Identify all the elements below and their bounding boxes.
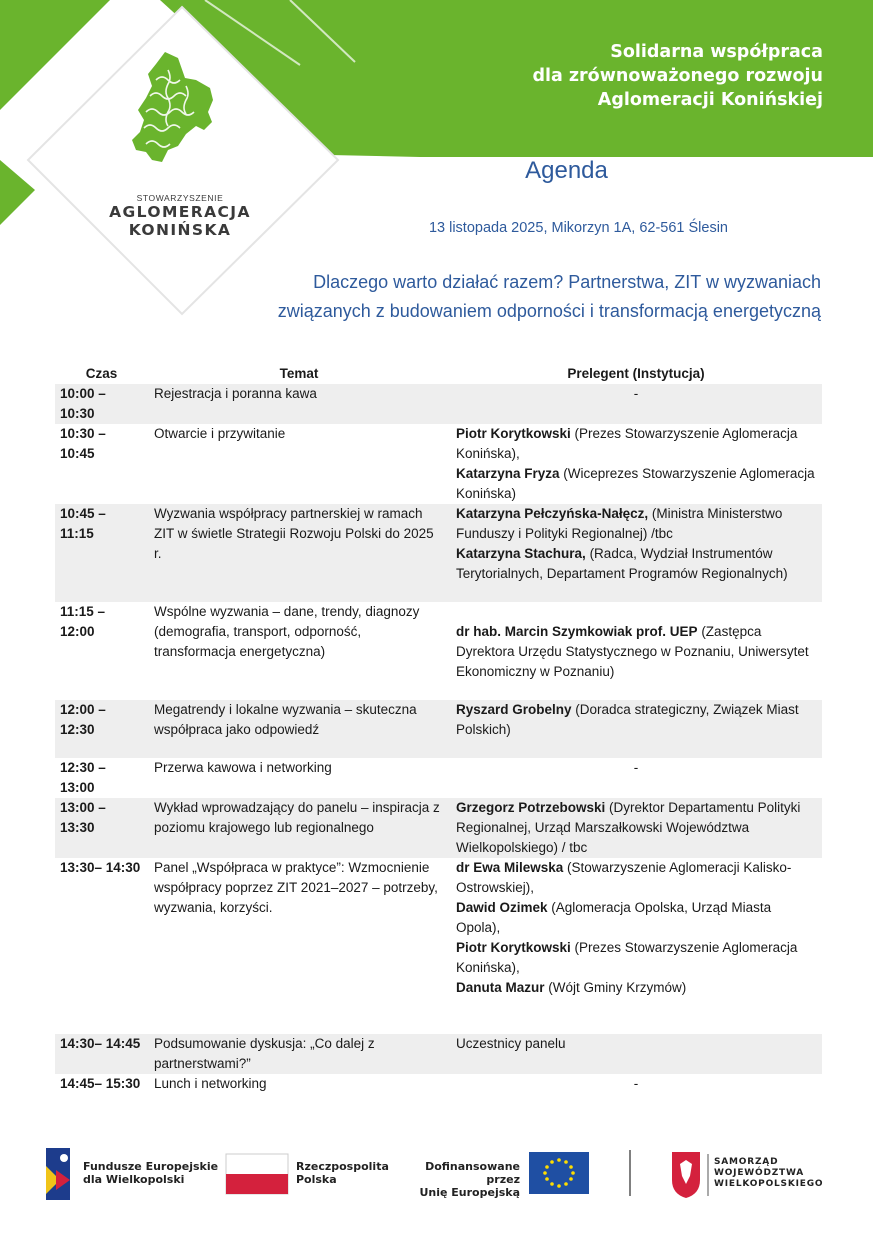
row-time: 12:30 – 13:00 [60, 760, 106, 795]
row-topic: Rejestracja i poranna kawa [148, 384, 450, 424]
table-row [55, 424, 822, 504]
speaker-name: Dawid Ozimek [456, 900, 548, 915]
rp-line-1: Rzeczpospolita [296, 1160, 389, 1173]
rp-line-2: Polska [296, 1173, 337, 1186]
logo-line-1: AGLOMERACJA [109, 203, 251, 221]
logo-small-text: STOWARZYSZENIE [136, 193, 224, 203]
row-time: 14:45– 15:30 [60, 1076, 141, 1091]
speaker-name: dr hab. Marcin Szymkowiak prof. UEP [456, 624, 698, 639]
topic-line-2: związanych z budowaniem odporności i transformacją energetyczną [277, 301, 821, 321]
samorzad-logo-text [714, 1157, 823, 1190]
topic-detail: (demografia, transport, odporność, transformacja energetyczna) [154, 624, 362, 659]
page-title: Agenda [525, 157, 608, 184]
speaker-institution: (Wójt Gminy Krzymów) [544, 980, 687, 995]
speaker-institution: (Prezes Stowarzyszenie Aglomeracja Konińska), [456, 426, 798, 461]
table-row [55, 1074, 822, 1114]
speaker-institution: (Dyrektor Departamentu Polityki Regionalnej, Urząd Marszałkowski Województwa Wielkopolskiego) / tbc [456, 800, 801, 855]
footer-logos [40, 1140, 840, 1210]
header-line-2: dla zrównoważonego rozwoju [532, 66, 823, 86]
eu-flag-icon [529, 1152, 589, 1194]
coat-of-arms-icon [672, 1152, 700, 1198]
header-line-3: Aglomeracji Konińskiej [597, 90, 823, 110]
row-speaker: - [633, 1076, 639, 1091]
speaker-name: Piotr Korytkowski [456, 426, 571, 441]
row-topic: Podsumowanie dyskusja: „Co dalej z partnerstwami?” [148, 1034, 450, 1074]
row-topic [148, 602, 450, 700]
speaker-institution: (Ministra Ministerstwo Funduszy i Polityki Regionalnej) /tbc [456, 506, 783, 541]
row-topic: Otwarcie i przywitanie [154, 426, 286, 441]
speaker-institution: (Aglomeracja Opolska, Urząd Miasta Opola), [456, 900, 772, 935]
fe-line-2: dla Wielkopolski [83, 1173, 185, 1186]
row-topic: Wyzwania współpracy partnerskiej w ramach ZIT w świetle Strategii Rozwoju Polski do 2025 r. [148, 504, 450, 602]
speaker-name: Katarzyna Stachura, [456, 546, 586, 561]
speaker-name: Ryszard Grobelny [456, 702, 572, 717]
fe-line-1: Fundusze Europejskie [83, 1160, 219, 1173]
row-speaker [450, 424, 822, 504]
agenda-table [55, 364, 822, 1114]
speaker-name: Piotr Korytkowski [456, 940, 571, 955]
speaker-institution: (Radca, Wydział Instrumentów Terytorialnych, Departament Programów Regionalnych) [456, 546, 788, 581]
row-topic: Przerwa kawowa i networking [154, 760, 332, 775]
table-row [55, 384, 822, 424]
row-time: 13:30– 14:30 [60, 860, 141, 875]
row-time: 10:45 – 11:15 [55, 504, 148, 602]
table-row [55, 602, 822, 700]
row-topic: Panel „Współpraca w praktyce”: Wzmocnienie współpracy poprzez ZIT 2021–2027 – potrzeby, wyzwania, korzyści. [154, 860, 438, 915]
header-title [532, 40, 823, 112]
row-topic: Megatrendy i lokalne wyzwania – skuteczna współpraca jako odpowiedź [148, 700, 450, 758]
speaker-institution: (Wiceprezes Stowarzyszenie Aglomeracja Konińska) [456, 466, 815, 501]
sw-line-3: WIELKOPOLSKIEGO [714, 1179, 824, 1189]
poland-flag-icon [226, 1154, 288, 1194]
speaker-institution: (Stowarzyszenie Aglomeracji Kalisko-Ostrowskiej), [456, 860, 792, 895]
row-speaker: - [450, 384, 822, 424]
row-speaker [450, 798, 822, 858]
speaker-name: Danuta Mazur [456, 980, 545, 995]
row-speaker [450, 602, 822, 700]
eu-line-2: Unię Europejską [419, 1186, 520, 1199]
topic-line-1: Dlaczego warto działać razem? Partnerstwa, ZIT w wyzwaniach [313, 272, 821, 292]
speaker-institution: (Doradca strategiczny, Związek Miast Polskich) [456, 702, 799, 737]
speaker-name: dr Ewa Milewska [456, 860, 564, 875]
row-time: 14:30– 14:45 [55, 1034, 148, 1074]
rp-logo-text [296, 1160, 389, 1186]
row-time: 10:00 – 10:30 [55, 384, 148, 424]
table-row [55, 1034, 822, 1074]
table-row [55, 858, 822, 1034]
row-time: 12:00 – 12:30 [55, 700, 148, 758]
table-row [55, 700, 822, 758]
table-row [55, 758, 822, 798]
row-topic: Lunch i networking [154, 1076, 267, 1091]
event-topic [211, 268, 821, 326]
date-place: 13 listopada 2025, Mikorzyn 1A, 62-561 Ślesin [428, 220, 728, 236]
sw-line-1: SAMORZĄD [714, 1157, 779, 1167]
row-time: 11:15 – 12:00 [60, 604, 106, 639]
row-speaker [450, 504, 822, 602]
association-logo [95, 193, 265, 239]
header-speaker: Prelegent (Instytucja) [567, 366, 705, 381]
header-time: Czas [85, 366, 118, 381]
logo-line-2: KONIŃSKA [128, 221, 232, 239]
row-speaker: - [633, 760, 639, 775]
header-topic: Temat [279, 366, 319, 381]
row-speaker: Uczestnicy panelu [450, 1034, 822, 1074]
eu-line-1: Dofinansowane przez [425, 1160, 520, 1186]
speaker-name: Grzegorz Potrzebowski [456, 800, 606, 815]
sw-line-2: WOJEWÓDZTWA [714, 1168, 805, 1178]
row-time: 13:00 – 13:30 [55, 798, 148, 858]
fe-logo-icon [46, 1148, 70, 1200]
header-line-1: Solidarna współpraca [610, 42, 823, 62]
table-row [55, 798, 822, 858]
topic-main: Wspólne wyzwania – dane, trendy, diagnozy [154, 604, 420, 619]
row-time: 10:30 – 10:45 [60, 426, 106, 461]
eu-logo-text [402, 1160, 520, 1199]
row-speaker [450, 700, 822, 758]
speaker-name: Katarzyna Fryza [456, 466, 560, 481]
table-header [55, 364, 822, 384]
speaker-institution: (Prezes Stowarzyszenie Aglomeracja Konińska), [456, 940, 798, 975]
speaker-institution: (Zastępca Dyrektora Urzędu Statystycznego w Poznaniu, Uniwersytet Ekonomiczny w Poznaniu) [456, 624, 809, 679]
fe-logo-text [83, 1160, 218, 1186]
table-row [55, 504, 822, 602]
speaker-name: Katarzyna Pełczyńska-Nałęcz, [456, 506, 649, 521]
row-speaker [450, 858, 822, 1034]
row-topic: Wykład wprowadzający do panelu – inspiracja z poziomu krajowego lub regionalnego [148, 798, 450, 858]
